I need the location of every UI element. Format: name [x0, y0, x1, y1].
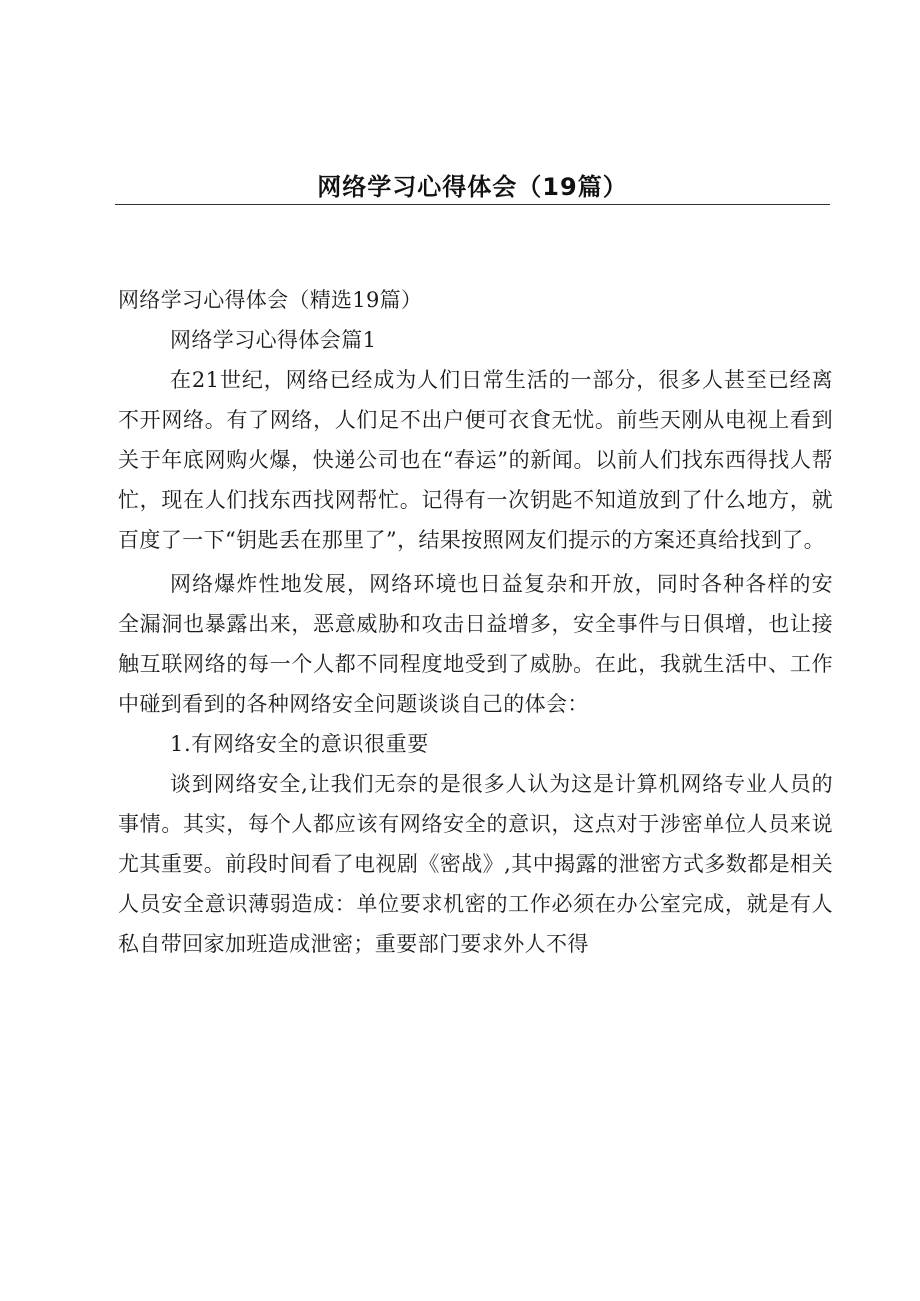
title-underline [115, 204, 830, 205]
numbered-heading: 1.有网络安全的意识很重要 [170, 732, 429, 756]
body-paragraph: 在21世纪，网络已经成为人们日常生活的一部分，很多人甚至已经离不开网络。有了网络，人们足不出户便可衣食无忧。前些天刚从电视上看到关于年底网购火爆，快递公司也在“春运”的新闻。以前人们找东西得找人帮忙，现在人们找东西找网帮忙。记得有一次钥匙不知道放到了什么地方，就百度了一下“钥匙丢在那里了”，结果按照网友们提示的方案还真给找到了。 [118, 368, 833, 552]
body-paragraph: 网络爆炸性地发展，网络环境也日益复杂和开放，同时各种各样的安全漏洞也暴露出来，恶意威胁和攻击日益增多，安全事件与日俱增，也让接触互联网络的每一个人都不同程度地受到了威胁。在此，我就生活中、工作中碰到看到的各种网络安全问题谈谈自己的体会： [118, 572, 833, 716]
document-subtitle: 网络学习心得体会（精选19篇） [118, 288, 423, 312]
document-title: 网络学习心得体会（19篇） [317, 173, 628, 201]
body-paragraph: 谈到网络安全,让我们无奈的是很多人认为这是计算机网络专业人员的事情。其实，每个人都应该有网络安全的意识，这点对于涉密单位人员来说尤其重要。前段时间看了电视剧《密战》,其中揭露的泄密方式多数都是相关人员安全意识薄弱造成：单位要求机密的工作必须在办公室完成，就是有人私自带回家加班造成泄密；重要部门要求外人不得 [118, 772, 833, 956]
section-heading: 网络学习心得体会篇1 [170, 328, 377, 352]
document-body [118, 280, 833, 964]
